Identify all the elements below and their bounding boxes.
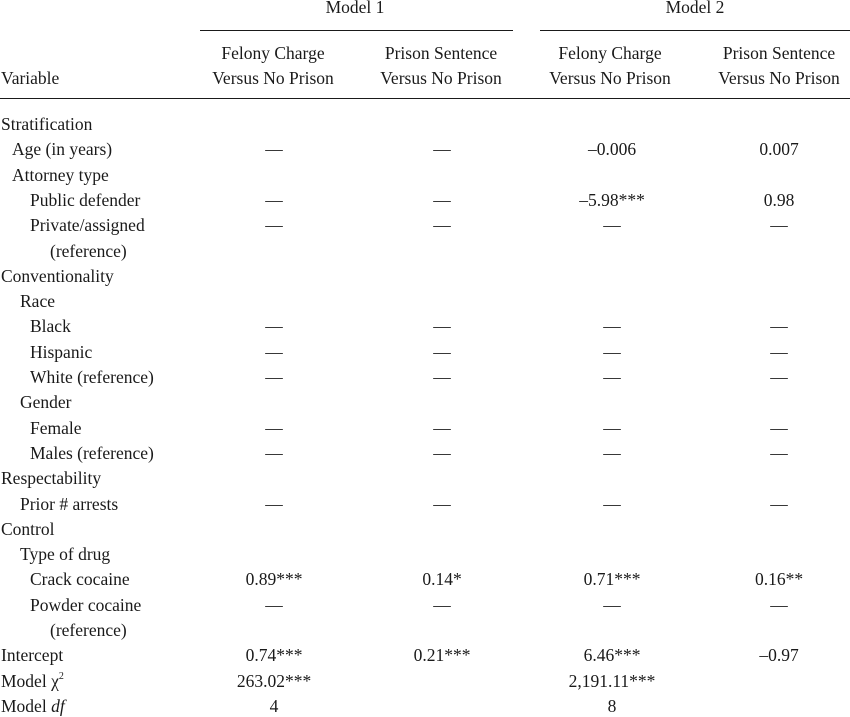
- table-cell: —: [265, 595, 283, 615]
- col-header-1-line2: Versus No Prison: [212, 68, 334, 88]
- row-label: Stratification: [1, 114, 93, 134]
- table-cell: 6.46***: [583, 645, 641, 665]
- table-cell: 0.21***: [413, 645, 471, 665]
- table-cell: –0.97: [759, 645, 799, 665]
- col-header-4-line1: Prison Sentence: [722, 43, 836, 63]
- row-label: Conventionality: [1, 266, 114, 286]
- table-cell: —: [770, 342, 788, 362]
- variable-header: Variable: [1, 68, 60, 88]
- table-cell: —: [265, 418, 283, 438]
- row-label: Gender: [20, 392, 72, 412]
- table-cell: 0.74***: [245, 645, 303, 665]
- row-label: Hispanic: [30, 342, 93, 362]
- row-label: Private/assigned: [30, 215, 145, 235]
- row-label: Crack cocaine: [30, 569, 130, 589]
- row-label: Powder cocaine: [30, 595, 142, 615]
- table-cell: 0.71***: [583, 569, 641, 589]
- table-cell: —: [433, 443, 451, 463]
- row-label: Black: [30, 316, 71, 336]
- table-cell: —: [603, 367, 621, 387]
- col-header-2: [380, 41, 502, 91]
- row-label: Attorney type: [12, 165, 109, 185]
- table-cell: —: [770, 494, 788, 514]
- model-1-header: Model 1: [325, 0, 385, 17]
- table-cell: —: [770, 316, 788, 336]
- row-label: Prior # arrests: [20, 494, 119, 514]
- row-label: (reference): [50, 620, 127, 640]
- table-cell: —: [265, 494, 283, 514]
- table-cell: —: [265, 342, 283, 362]
- table-cell: 0.16**: [754, 569, 804, 589]
- row-label: Model $\chi^2$: [1, 671, 64, 691]
- table-cell: —: [433, 418, 451, 438]
- header-rule: [0, 98, 850, 99]
- table-cell: —: [603, 316, 621, 336]
- col-header-3: [549, 41, 671, 91]
- table-cell: —: [770, 443, 788, 463]
- table-cell: —: [265, 139, 283, 159]
- table-cell: —: [433, 316, 451, 336]
- table-cell: —: [603, 215, 621, 235]
- table-cell: —: [770, 595, 788, 615]
- table-cell: —: [433, 342, 451, 362]
- table-cell: —: [770, 418, 788, 438]
- model-2-header: Model 2: [665, 0, 725, 17]
- table-cell: —: [265, 443, 283, 463]
- row-label: White (reference): [30, 367, 154, 387]
- row-label: Public defender: [30, 190, 141, 210]
- table-cell: —: [433, 215, 451, 235]
- table-cell: –5.98***: [579, 190, 645, 210]
- col-header-1: [212, 41, 334, 91]
- col-header-4: [718, 41, 840, 91]
- table-cell: 0.14*: [422, 569, 462, 589]
- table-cell: 4: [269, 696, 279, 716]
- row-label: Model df: [1, 696, 65, 716]
- row-label: Female: [30, 418, 82, 438]
- col-header-2-line2: Versus No Prison: [380, 68, 502, 88]
- table-cell: —: [433, 494, 451, 514]
- row-label: Control: [1, 519, 55, 539]
- table-cell: —: [265, 367, 283, 387]
- table-cell: —: [770, 215, 788, 235]
- col-header-3-line1: Felony Charge: [558, 43, 662, 63]
- col-header-2-line1: Prison Sentence: [384, 43, 498, 63]
- row-label: (reference): [50, 241, 127, 261]
- table-cell: —: [603, 418, 621, 438]
- table-cell: —: [603, 342, 621, 362]
- row-label: Respectability: [1, 468, 102, 488]
- model-1-rule: [200, 30, 513, 31]
- table-cell: 0.98: [763, 190, 795, 210]
- table-cell: –0.006: [587, 139, 637, 159]
- table-cell: —: [603, 494, 621, 514]
- table-cell: —: [265, 190, 283, 210]
- col-header-1-line1: Felony Charge: [221, 43, 325, 63]
- col-header-3-line2: Versus No Prison: [549, 68, 671, 88]
- table-cell: —: [433, 595, 451, 615]
- row-label: Type of drug: [20, 544, 111, 564]
- row-label: Age (in years): [12, 139, 113, 159]
- table-cell: —: [603, 443, 621, 463]
- table-cell: —: [433, 139, 451, 159]
- table-cell: —: [265, 316, 283, 336]
- col-header-4-line2: Versus No Prison: [718, 68, 840, 88]
- table-cell: —: [433, 190, 451, 210]
- table-cell: —: [265, 215, 283, 235]
- table-cell: 8: [607, 696, 617, 716]
- table-cell: —: [433, 367, 451, 387]
- row-label: Intercept: [1, 645, 64, 665]
- table-cell: 2,191.11***: [568, 671, 656, 691]
- table-cell: —: [603, 595, 621, 615]
- row-label: Race: [20, 291, 55, 311]
- table-cell: 263.02***: [236, 671, 312, 691]
- model-2-rule: [540, 30, 850, 31]
- table-cell: 0.89***: [245, 569, 303, 589]
- row-label: Males (reference): [30, 443, 154, 463]
- table-cell: —: [770, 367, 788, 387]
- table-cell: 0.007: [759, 139, 799, 159]
